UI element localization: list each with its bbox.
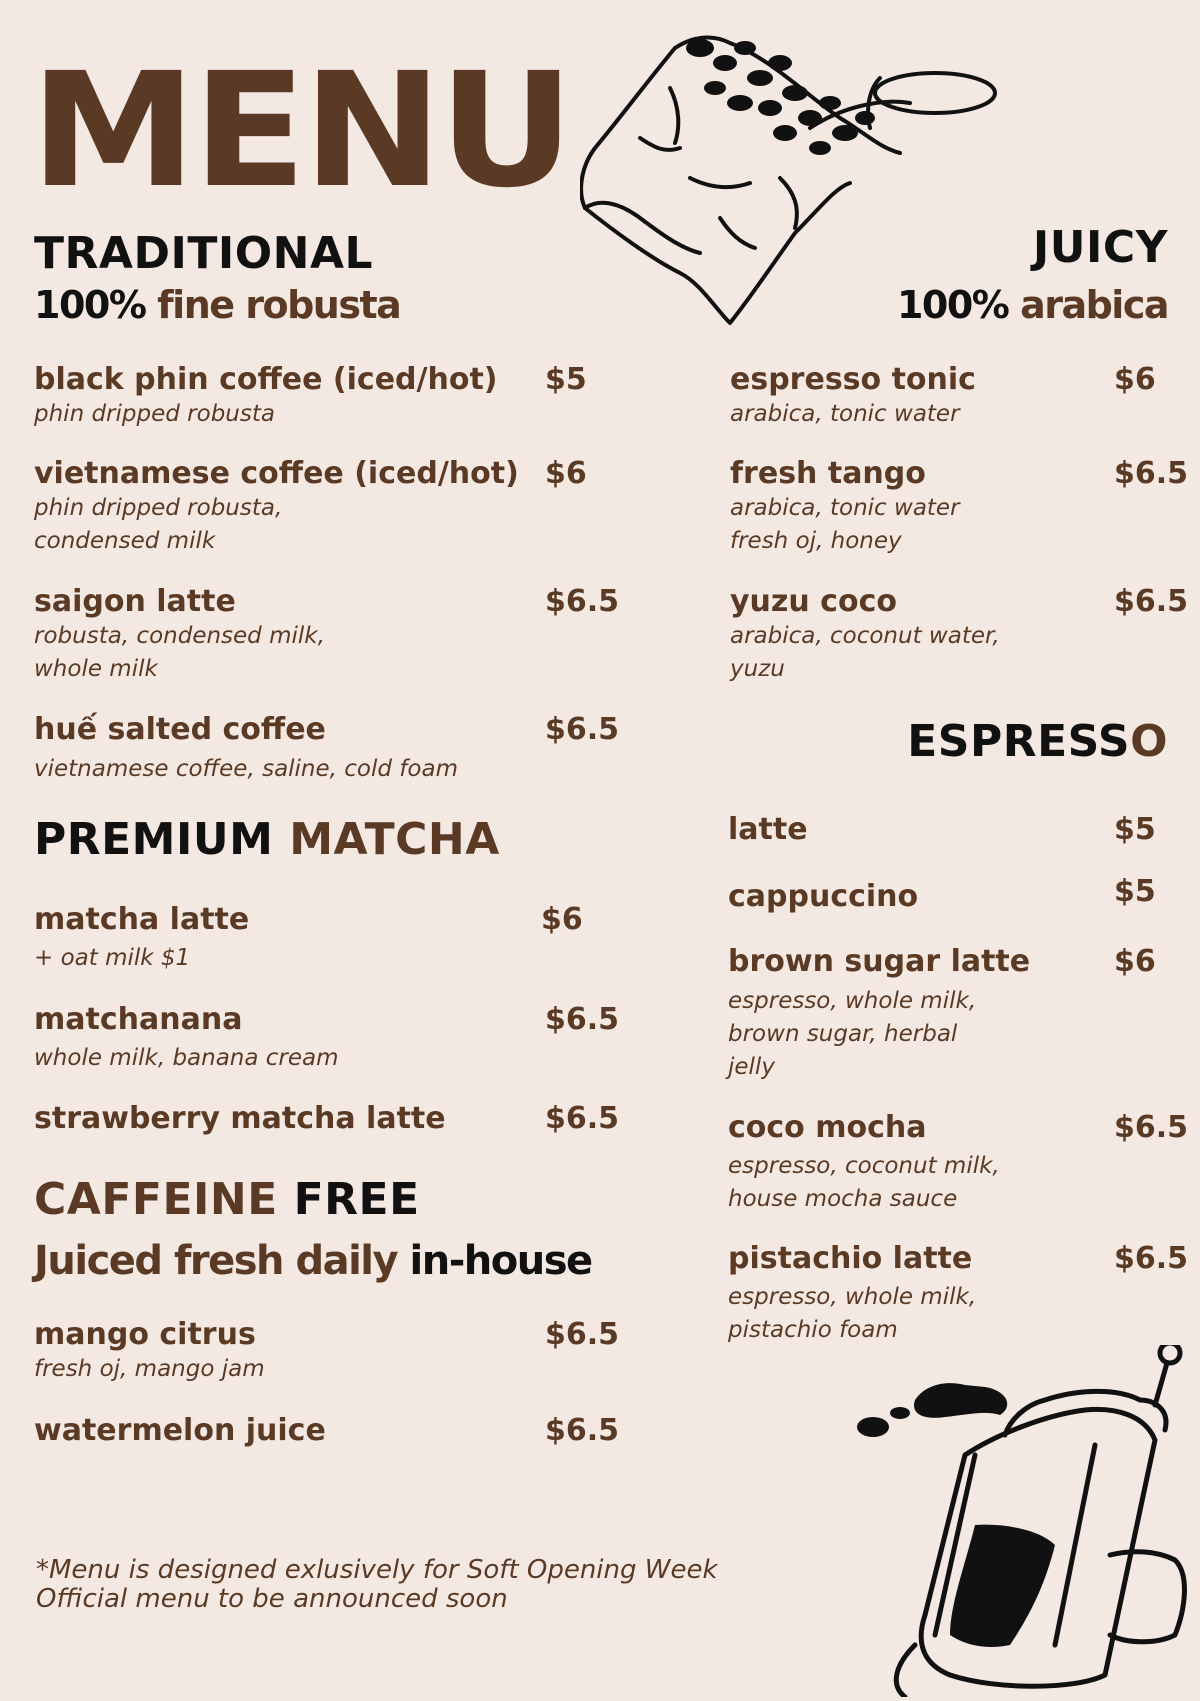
caffeine-free-heading-a: CAFFEINE <box>34 1174 278 1225</box>
caffeine-free-subtitle <box>34 1238 592 1284</box>
espresso-heading-b: O <box>1130 716 1168 767</box>
caffeine-free-heading <box>34 1174 420 1225</box>
menu-item-price: $5 <box>1114 812 1156 847</box>
menu-item-price: $6.5 <box>545 584 620 619</box>
menu-item-name: coco mocha <box>728 1110 927 1145</box>
menu-item-name: saigon latte <box>34 584 236 619</box>
menu-item-price: $6 <box>1114 362 1156 397</box>
juicy-subtitle-bean: arabica <box>1020 283 1168 327</box>
menu-item-desc: vietnamese coffee, saline, cold foam <box>34 756 458 782</box>
menu-item-desc: jelly <box>728 1054 775 1080</box>
menu-item-name: latte <box>728 812 808 847</box>
juicy-heading: JUICY <box>1032 222 1168 273</box>
menu-item-desc: fresh oj, honey <box>730 528 902 554</box>
menu-item-price: $5 <box>545 362 587 397</box>
menu-item-price: $6.5 <box>545 1101 620 1136</box>
menu-item-price: $5 <box>1114 874 1156 909</box>
menu-item-desc: espresso, coconut milk, <box>728 1153 1000 1179</box>
espresso-heading-a: ESPRESS <box>907 716 1131 767</box>
juicy-subtitle-percent: 100% <box>896 283 1009 327</box>
menu-item-desc: condensed milk <box>34 528 216 554</box>
menu-item-desc: robusta, condensed milk, <box>34 623 325 649</box>
matcha-heading-b: MATCHA <box>289 814 500 865</box>
menu-item-desc: espresso, whole milk, <box>728 988 977 1014</box>
matcha-heading <box>34 814 500 865</box>
menu-item-name: matchanana <box>34 1002 243 1037</box>
menu-item-name: vietnamese coffee (iced/hot) <box>34 456 519 491</box>
footer-note-line-1: *Menu is designed exlusively for Soft Opening Week <box>36 1555 718 1585</box>
menu-item-name: yuzu coco <box>730 584 897 619</box>
menu-item-name: cappuccino <box>728 879 919 914</box>
menu-item-name: huế salted coffee <box>34 712 326 747</box>
french-press-icon <box>855 1345 1200 1697</box>
menu-item-price: $6.5 <box>1114 456 1189 491</box>
caffeine-free-heading-b: FREE <box>293 1174 420 1225</box>
menu-item-desc: phin dripped robusta, <box>34 495 283 521</box>
footer-note <box>36 1556 718 1614</box>
menu-item-price: $6.5 <box>545 712 620 747</box>
menu-item-price: $6.5 <box>1114 1110 1189 1145</box>
traditional-subtitle <box>34 283 401 327</box>
menu-title: MENU <box>30 39 571 223</box>
menu-item-name: espresso tonic <box>730 362 976 397</box>
menu-item-price: $6.5 <box>1114 584 1189 619</box>
menu-item-price: $6.5 <box>545 1002 620 1037</box>
menu-item-desc: arabica, tonic water <box>730 401 960 427</box>
menu-item-name: black phin coffee (iced/hot) <box>34 362 498 397</box>
caffeine-free-subtitle-a: Juiced fresh daily <box>34 1238 398 1284</box>
menu-item-price: $6 <box>541 902 583 937</box>
espresso-heading <box>907 716 1168 767</box>
menu-item-desc: whole milk, banana cream <box>34 1045 339 1071</box>
menu-item-name: matcha latte <box>34 902 250 937</box>
menu-item-price: $6.5 <box>545 1317 620 1352</box>
menu-item-name: watermelon juice <box>34 1413 326 1448</box>
menu-item-name: pistachio latte <box>728 1241 973 1276</box>
traditional-subtitle-percent: 100% <box>34 283 146 327</box>
menu-item-name: fresh tango <box>730 456 926 491</box>
caffeine-free-subtitle-b: in-house <box>409 1238 592 1284</box>
menu-item-desc: arabica, tonic water <box>730 495 960 521</box>
menu-item-name: strawberry matcha latte <box>34 1101 446 1136</box>
menu-item-desc: arabica, coconut water, <box>730 623 1000 649</box>
menu-item-name: mango citrus <box>34 1317 256 1352</box>
footer-note-line-2: Official menu to be announced soon <box>36 1584 508 1614</box>
juicy-subtitle <box>896 283 1168 327</box>
menu-item-desc: brown sugar, herbal <box>728 1021 958 1047</box>
menu-item-desc: + oat milk $1 <box>34 945 191 971</box>
menu-item-name: brown sugar latte <box>728 944 1031 979</box>
menu-item-price: $6 <box>1114 944 1156 979</box>
menu-item-desc: espresso, whole milk, <box>728 1284 977 1310</box>
menu-item-desc: yuzu <box>730 656 785 682</box>
traditional-subtitle-bean: fine robusta <box>157 283 401 327</box>
menu-item-desc: pistachio foam <box>728 1317 898 1343</box>
menu-item-desc: house mocha sauce <box>728 1186 958 1212</box>
menu-item-price: $6.5 <box>1114 1241 1189 1276</box>
coffee-bean-bag-icon <box>580 18 1000 328</box>
menu-item-price: $6 <box>545 456 587 491</box>
traditional-heading: TRADITIONAL <box>34 228 374 279</box>
menu-item-desc: fresh oj, mango jam <box>34 1356 265 1382</box>
matcha-heading-a: PREMIUM <box>34 814 274 865</box>
menu-item-desc: whole milk <box>34 656 158 682</box>
menu-item-price: $6.5 <box>545 1413 620 1448</box>
menu-item-desc: phin dripped robusta <box>34 401 275 427</box>
